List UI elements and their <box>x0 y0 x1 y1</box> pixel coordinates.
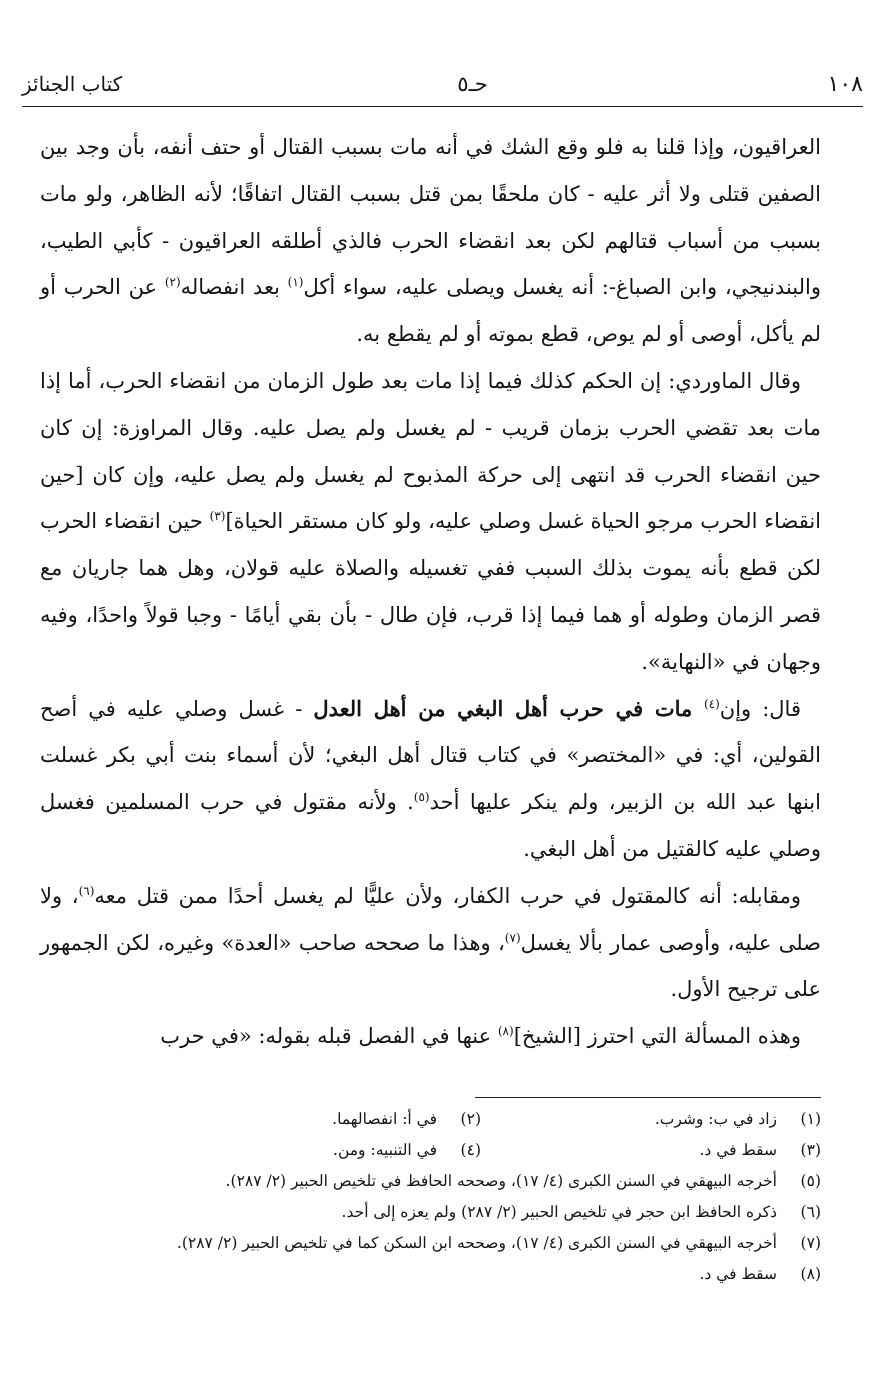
paragraph-2-text-a: وقال الماوردي: إن الحكم كذلك فيما إذا مات بعد طول الزمان من انقضاء الحرب، أما إذا مات بعد تقضي الحرب بزمان قريب - لم يغسل ولم يصل عليه. وقال المراوزة: إن كان حين انقضاء الحرب قد انتهى إلى حركة المذبوح لم يغسل ولم يصل عليه، وإن كان [حين انقضاء الحرب مرجو الحياة غسل وصلي عليه، ولو كان مستقر الحياة] <box>40 368 822 534</box>
footnote-6 <box>342 1197 821 1228</box>
footnote-text: أخرجه البيهقي في السنن الكبرى (٤/ ١٧)، وصححه الحافظ في تلخيص الحبير (٢/ ٢٨٧). <box>225 1172 777 1190</box>
paragraph-5-text-a: وهذه المسألة التي احترز [الشيخ] <box>513 1024 801 1049</box>
footnote-ref-6: (٦) <box>78 883 95 898</box>
footnote-5 <box>226 1166 821 1197</box>
paragraph-2 <box>40 358 821 686</box>
page-number: ١٠٨ <box>827 71 863 97</box>
matn-quote: مات في حرب أهل البغي من أهل العدل <box>313 695 704 721</box>
footnote-number: (٤) <box>460 1141 481 1159</box>
header-divider <box>22 106 863 107</box>
footnote-divider <box>475 1097 821 1098</box>
paragraph-1-text-a: العراقيون، وإذا قلنا به فلو وقع الشك في أنه مات بسبب القتال أو حتف أنفه، بأن وجد بين الصفين قتلى ولا أثر عليه - كان ملحقًا بمن قتل بسبب القتال اتفاقًا؛ لأنه الظاهر، ولو مات بسبب من أسباب قتالهم لكن بعد انقضاء الحرب فالذي أطلقه العراقيون - كأبي الطيب، والبندنيجي، وابن الصباغ-: أنه يغسل ويصلى عليه، سواء أكل <box>40 135 822 300</box>
footnotes <box>36 1104 821 1290</box>
footnote-row <box>36 1135 821 1166</box>
footnote-number: (٥) <box>800 1172 821 1190</box>
paragraph-4-text-b: ، ولا صلى عليه، وأوصى عمار بألا يغسل <box>40 883 821 955</box>
footnote-text: سقط في د. <box>699 1141 777 1159</box>
footnote-number: (٣) <box>800 1141 821 1159</box>
footnote-row <box>36 1228 821 1259</box>
footnote-ref-8: (٨) <box>497 1024 514 1039</box>
footnote-ref-5: (٥) <box>413 790 430 805</box>
paragraph-3-text-a: قال: وإن <box>719 696 801 721</box>
footnote-3 <box>481 1135 821 1166</box>
footnote-row <box>36 1197 821 1228</box>
footnote-text: في التنبيه: ومن. <box>333 1141 437 1159</box>
paragraph-2-text-b: حين انقضاء الحرب لكن قطع بأنه يموت بذلك السبب ففي تغسيله والصلاة عليه قولان، وهل هما جاريان مع قصر الزمان وطوله أو هما فيما إذا قرب، فإن طال - بأن بقي أيامًا - وجبا قولاً واحدًا، وفيه وجهان في «النهاية». <box>40 509 821 674</box>
book-title: كتاب الجنائز <box>22 72 123 96</box>
running-title: حـ٥ <box>457 72 488 96</box>
footnote-number: (١) <box>800 1110 821 1128</box>
footnote-row <box>36 1259 821 1290</box>
paragraph-3-text-b: - غسل وصلي عليه في أصح القولين، أي: في «المختصر» في كتاب قتال أهل البغي؛ لأن أسماء بنت أبي بكر غسلت ابنها عبد الله بن الزبير، ولم ينكر عليها أحد <box>40 696 821 815</box>
footnote-text: سقط في د. <box>699 1265 777 1283</box>
footnote-number: (٦) <box>800 1203 821 1221</box>
footnote-ref-2: (٢) <box>164 275 181 290</box>
footnote-number: (٢) <box>460 1110 481 1128</box>
footnote-row <box>36 1104 821 1135</box>
paragraph-1 <box>40 124 821 358</box>
page-header <box>22 64 863 104</box>
paragraph-4-text-a: ومقابله: أنه كالمقتول في حرب الكفار، ولأن عليًّا لم يغسل أحدًا ممن قتل معه <box>94 883 801 908</box>
paragraph-4 <box>40 873 821 1013</box>
footnote-text: أخرجه البيهقي في السنن الكبرى (٤/ ١٧)، وصححه ابن السكن كما في تلخيص الحبير (٢/ ٢٨٧). <box>176 1234 777 1252</box>
paragraph-5 <box>40 1013 821 1060</box>
footnote-text: زاد في ب: وشرب. <box>654 1110 777 1128</box>
footnote-number: (٧) <box>800 1234 821 1252</box>
footnote-text: في أ: انفصالهما. <box>332 1110 437 1128</box>
paragraph-5-text-b: عنها في الفصل قبله بقوله: «في حرب <box>160 1024 498 1049</box>
paragraph-1-text-b: بعد انفصاله <box>180 275 288 300</box>
paragraph-3-text-c: . ولأنه مقتول في حرب المسلمين فغسل وصلي عليه كالقتيل من أهل البغي. <box>40 790 821 861</box>
footnote-8 <box>699 1259 821 1290</box>
footnote-4 <box>333 1135 481 1166</box>
paragraph-1-text-c: عن الحرب أو لم يأكل، أوصى أو لم يوص، قطع بموته أو لم يقطع به. <box>40 275 821 347</box>
footnote-2 <box>332 1104 481 1135</box>
footnote-7 <box>177 1228 821 1259</box>
footnote-1 <box>481 1104 821 1135</box>
main-text <box>40 124 821 1060</box>
paragraph-3 <box>40 686 821 873</box>
footnote-text: ذكره الحافظ ابن حجر في تلخيص الحبير (٢/ ٢٨٧) ولم يعزه إلى أحد. <box>341 1203 777 1221</box>
footnote-ref-3: (٣) <box>209 509 226 524</box>
footnote-number: (٨) <box>800 1265 821 1283</box>
footnote-ref-7: (٧) <box>504 930 521 945</box>
footnote-ref-4: (٤) <box>703 696 720 711</box>
paragraph-4-text-c: ، وهذا ما صححه صاحب «العدة» وغيره، لكن الجمهور على ترجيح الأول. <box>40 930 821 1002</box>
footnote-row <box>36 1166 821 1197</box>
footnote-ref-1: (١) <box>287 275 304 290</box>
